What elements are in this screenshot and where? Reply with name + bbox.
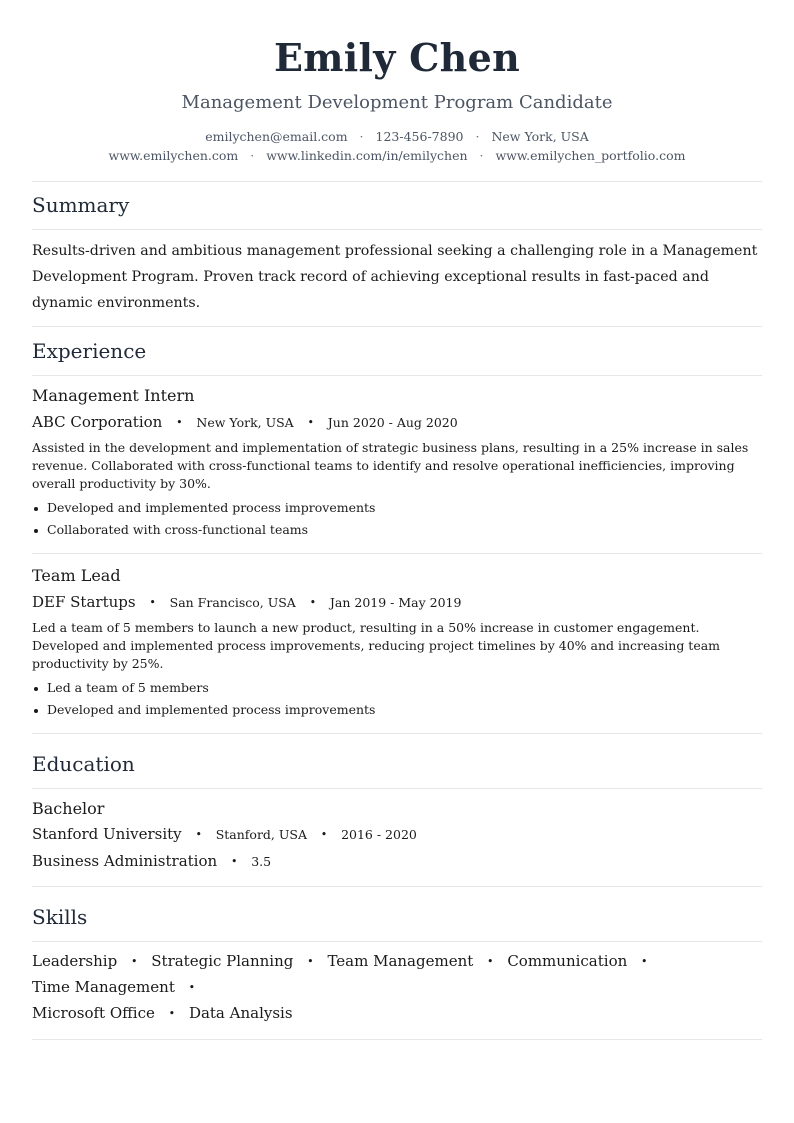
skill-item: Leadership [32, 952, 118, 970]
list-item: Developed and implemented process improvements [32, 699, 762, 721]
school-name: Stanford University [32, 825, 182, 843]
skill-item: Communication [507, 952, 628, 970]
meta-separator: • [195, 828, 202, 841]
meta-separator: • [176, 416, 183, 429]
contact-separator: · [479, 148, 484, 163]
company-name: ABC Corporation [32, 413, 163, 431]
portfolio-link[interactable]: www.emilychen_portfolio.com [495, 148, 686, 163]
experience-entry [32, 553, 762, 733]
skill-separator: • [307, 955, 314, 968]
contact-line-links [32, 146, 762, 165]
company-name: DEF Startups [32, 593, 136, 611]
list-item: Led a team of 5 members [32, 677, 762, 699]
meta-separator: • [307, 416, 314, 429]
experience-section [32, 375, 762, 733]
skill-item: Time Management [32, 978, 175, 996]
education-section [32, 788, 762, 886]
contact-separator: · [359, 129, 364, 144]
skill-item: Team Management [327, 952, 474, 970]
job-description: Assisted in the development and implementation of strategic business plans, resulting in a 25% increase in sales revenue. Collaborated with cross-functional teams to identify and resolve operational inefficiencies, improving overall productivity by 30%. [32, 440, 749, 491]
degree-title: Bachelor [32, 799, 105, 818]
job-dates: Jun 2020 - Aug 2020 [327, 415, 458, 430]
skill-separator: • [168, 1007, 176, 1020]
skills-heading: Skills [32, 886, 762, 941]
contact-location: New York, USA [491, 129, 589, 144]
job-title: Management Intern [32, 386, 195, 405]
job-highlights [32, 677, 762, 721]
contact-line-primary [32, 127, 762, 146]
education-dates: 2016 - 2020 [341, 827, 417, 842]
summary-heading: Summary [32, 181, 762, 229]
linkedin-link[interactable]: www.linkedin.com/in/emilychen [266, 148, 468, 163]
meta-separator: • [320, 828, 328, 841]
summary-text: Results-driven and ambitious management professional seeking a challenging role in a Management Development Program. Proven track record of achieving exceptional results in fast-paced and dynamic environments. [32, 243, 758, 311]
meta-separator: • [230, 855, 238, 868]
candidate-role: Management Development Program Candidate [181, 92, 613, 113]
skill-item: Data Analysis [188, 1004, 293, 1022]
contact-email[interactable]: emilychen@email.com [205, 129, 348, 144]
job-highlights [32, 497, 762, 541]
summary-section [32, 229, 762, 326]
list-item: Collaborated with cross-functional teams [32, 519, 762, 541]
skill-item: Strategic Planning [151, 952, 294, 970]
skill-separator: • [487, 955, 494, 968]
skill-separator: • [188, 981, 196, 994]
education-entry [32, 789, 762, 886]
resume-header [32, 0, 762, 165]
skills-line-2 [32, 1001, 762, 1027]
job-dates: Jan 2019 - May 2019 [329, 595, 462, 610]
school-line [32, 823, 762, 847]
job-description: Led a team of 5 members to launch a new product, resulting in a 50% increase in customer engagement. Developed and implemented process improvements, reducing project timelines by 40% and increasing team productivity by 25%. [32, 620, 721, 671]
skills-line-1 [32, 949, 762, 1001]
job-meta [32, 411, 762, 435]
job-location: New York, USA [196, 415, 294, 430]
meta-separator: • [149, 596, 156, 609]
contact-separator: · [475, 129, 480, 144]
skill-item: Microsoft Office [32, 1004, 155, 1022]
candidate-name: Emily Chen [273, 35, 521, 80]
field-of-study: Business Administration [32, 852, 218, 870]
contact-separator: · [250, 148, 255, 163]
job-meta [32, 591, 762, 615]
education-heading: Education [32, 733, 762, 788]
school-location: Stanford, USA [215, 827, 308, 842]
job-title: Team Lead [32, 566, 121, 585]
field-line [32, 850, 762, 874]
contact-phone[interactable]: 123-456-7890 [375, 129, 464, 144]
experience-heading: Experience [32, 326, 762, 375]
skill-separator: • [130, 955, 138, 968]
website-link[interactable]: www.emilychen.com [108, 148, 239, 163]
list-item: Developed and implemented process improvements [32, 497, 762, 519]
skills-section [32, 941, 762, 1040]
skill-separator: • [641, 955, 648, 968]
meta-separator: • [309, 596, 317, 609]
job-location: San Francisco, USA [169, 595, 296, 610]
experience-entry [32, 376, 762, 553]
gpa-value: 3.5 [251, 854, 272, 869]
